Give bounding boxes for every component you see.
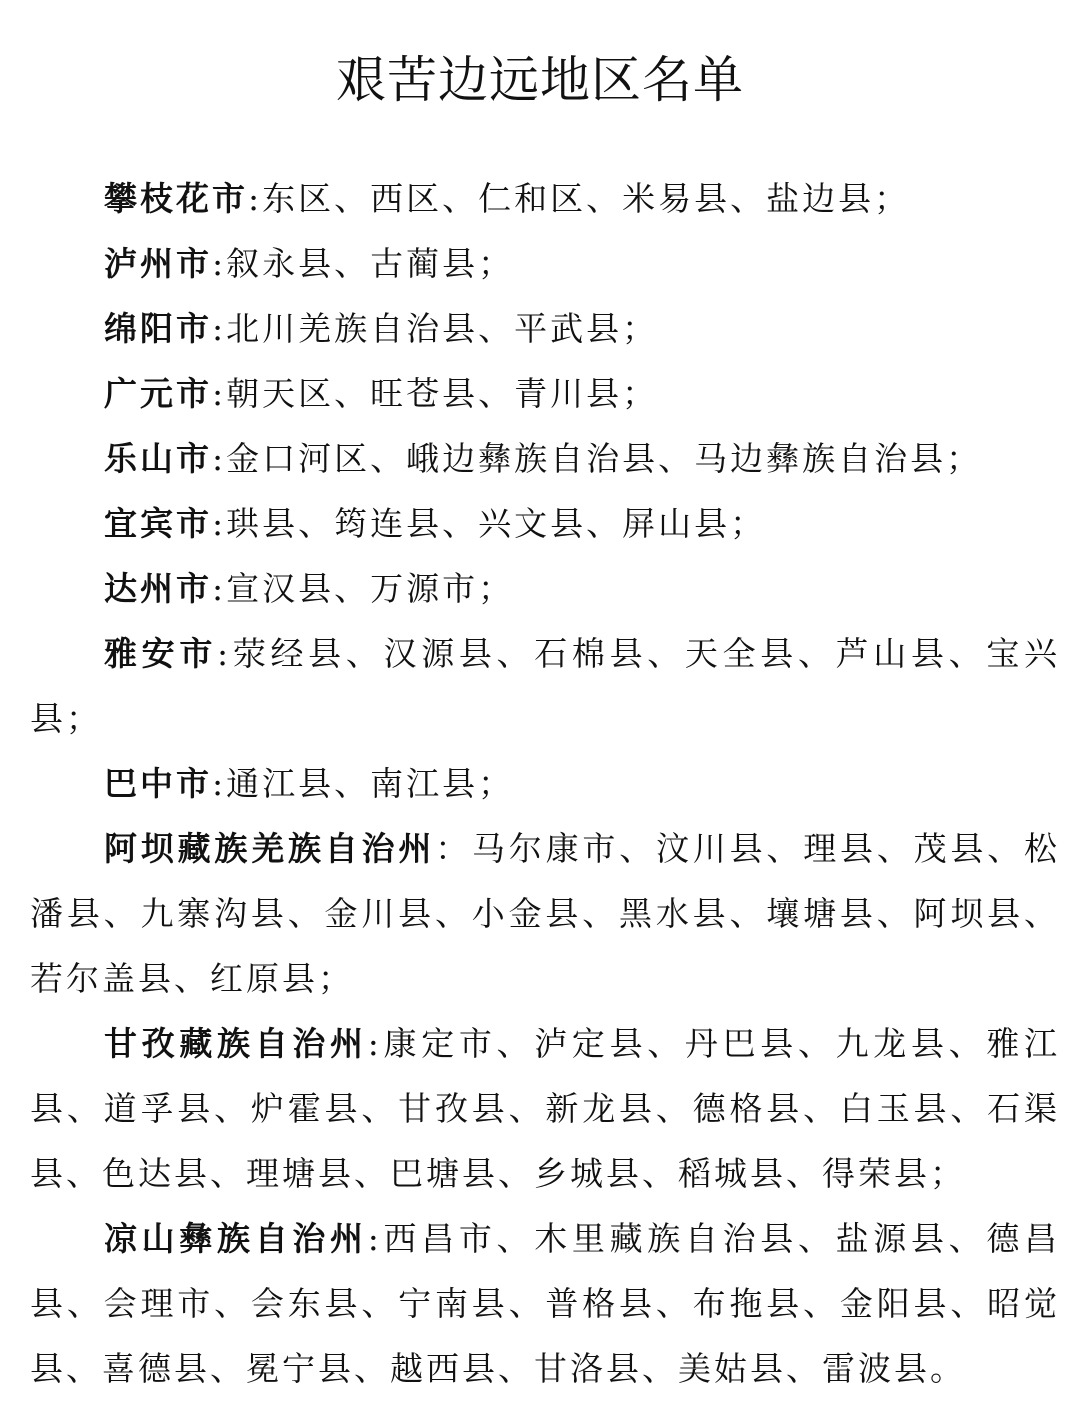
area-list: 珙县、筠连县、兴文县、屏山县； bbox=[226, 504, 767, 543]
separator: : bbox=[217, 634, 232, 673]
list-item bbox=[30, 491, 1060, 556]
list-item bbox=[30, 751, 1060, 816]
list-item bbox=[30, 426, 1060, 491]
separator: ： bbox=[435, 829, 473, 868]
separator: : bbox=[212, 569, 227, 608]
city-name: 巴中市 bbox=[104, 764, 212, 803]
list-item bbox=[30, 361, 1060, 426]
city-name: 乐山市 bbox=[104, 439, 212, 478]
area-list: 朝天区、旺苍县、青川县； bbox=[226, 374, 659, 413]
region-list bbox=[30, 166, 1060, 1401]
separator: : bbox=[212, 244, 227, 283]
area-list: 宣汉县、万源市； bbox=[226, 569, 515, 608]
area-list: 马尔康市、汶川县、理县、茂县、松潘县、九寨沟县、金川县、小金县、黑水县、壤塘县、阿坝县、若尔盖县、红原县； bbox=[30, 829, 1061, 998]
city-name: 达州市 bbox=[104, 569, 212, 608]
list-item bbox=[30, 1011, 1060, 1206]
city-name: 广元市 bbox=[104, 374, 212, 413]
area-list: 荥经县、汉源县、石棉县、天全县、芦山县、宝兴县； bbox=[30, 634, 1061, 738]
city-name: 泸州市 bbox=[104, 244, 212, 283]
city-name: 凉山彝族自治州 bbox=[104, 1219, 368, 1258]
city-name: 宜宾市 bbox=[104, 504, 212, 543]
separator: : bbox=[212, 764, 227, 803]
list-item bbox=[30, 556, 1060, 621]
page-title: 艰苦边远地区名单 bbox=[336, 51, 744, 109]
area-list: 金口河区、峨边彝族自治县、马边彝族自治县； bbox=[226, 439, 983, 478]
list-item bbox=[30, 1206, 1060, 1401]
city-name: 攀枝花市 bbox=[104, 179, 248, 218]
city-name: 阿坝藏族羌族自治州 bbox=[104, 829, 436, 868]
list-item bbox=[30, 816, 1060, 1011]
separator: : bbox=[212, 504, 227, 543]
area-list: 东区、西区、仁和区、米易县、盐边县； bbox=[262, 179, 911, 218]
list-item bbox=[30, 166, 1060, 231]
area-list: 通江县、南江县； bbox=[226, 764, 515, 803]
area-list: 叙永县、古蔺县； bbox=[226, 244, 515, 283]
city-name: 绵阳市 bbox=[104, 309, 212, 348]
area-list: 北川羌族自治县、平武县； bbox=[226, 309, 659, 348]
separator: : bbox=[248, 179, 263, 218]
list-item bbox=[30, 231, 1060, 296]
area-list: 西昌市、木里藏族自治县、盐源县、德昌县、会理市、会东县、宁南县、普格县、布拖县、金阳县、昭觉县、喜德县、冕宁县、越西县、甘洛县、美姑县、雷波县。 bbox=[30, 1219, 1061, 1388]
area-list: 康定市、泸定县、丹巴县、九龙县、雅江县、道孚县、炉霍县、甘孜县、新龙县、德格县、白玉县、石渠县、色达县、理塘县、巴塘县、乡城县、稻城县、得荣县； bbox=[30, 1024, 1061, 1193]
separator: : bbox=[212, 309, 227, 348]
separator: : bbox=[367, 1024, 382, 1063]
list-item bbox=[30, 296, 1060, 361]
separator: : bbox=[212, 439, 227, 478]
city-name: 甘孜藏族自治州 bbox=[104, 1024, 368, 1063]
separator: : bbox=[367, 1219, 382, 1258]
city-name: 雅安市 bbox=[104, 634, 218, 673]
separator: : bbox=[212, 374, 227, 413]
list-item bbox=[30, 621, 1060, 751]
